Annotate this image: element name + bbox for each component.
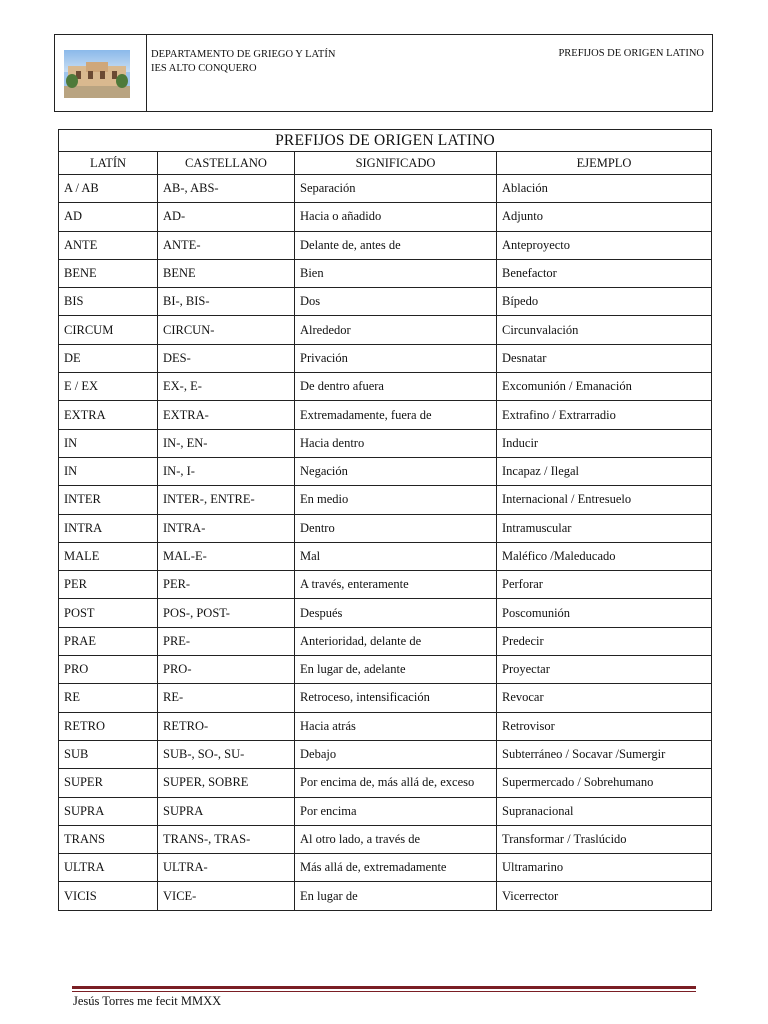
- cell-significado: Debajo: [295, 740, 497, 768]
- cell-castellano: CIRCUN-: [158, 316, 295, 344]
- table-row: [59, 712, 712, 740]
- table-row: [59, 684, 712, 712]
- column-header-castellano: CASTELLANO: [158, 152, 295, 175]
- cell-castellano: INTER-, ENTRE-: [158, 486, 295, 514]
- cell-latin: MALE: [59, 542, 158, 570]
- cell-castellano: IN-, EN-: [158, 429, 295, 457]
- table-row: [59, 599, 712, 627]
- department-info: [151, 48, 335, 76]
- department-name: DEPARTAMENTO DE GRIEGO Y LATÍN: [151, 49, 336, 60]
- table-row: [59, 542, 712, 570]
- cell-castellano: SUPRA: [158, 797, 295, 825]
- table-row: [59, 740, 712, 768]
- cell-castellano: BI-, BIS-: [158, 288, 295, 316]
- cell-significado: Retroceso, intensificación: [295, 684, 497, 712]
- cell-castellano: EX-, E-: [158, 373, 295, 401]
- table-row: [59, 656, 712, 684]
- table-row: [59, 288, 712, 316]
- cell-ejemplo: Subterráneo / Socavar /Sumergir: [497, 740, 712, 768]
- table-row: [59, 882, 712, 910]
- cell-latin: POST: [59, 599, 158, 627]
- cell-latin: TRANS: [59, 825, 158, 853]
- cell-significado: Negación: [295, 457, 497, 485]
- header-photo-cell: [55, 35, 147, 111]
- cell-latin: SUPER: [59, 769, 158, 797]
- cell-latin: A / AB: [59, 175, 158, 203]
- cell-ejemplo: Desnatar: [497, 344, 712, 372]
- cell-ejemplo: Proyectar: [497, 656, 712, 684]
- table-title: PREFIJOS DE ORIGEN LATINO: [59, 130, 712, 152]
- cell-castellano: TRANS-, TRAS-: [158, 825, 295, 853]
- cell-castellano: BENE: [158, 259, 295, 287]
- cell-ejemplo: Bípedo: [497, 288, 712, 316]
- cell-castellano: INTRA-: [158, 514, 295, 542]
- cell-significado: Bien: [295, 259, 497, 287]
- cell-ejemplo: Adjunto: [497, 203, 712, 231]
- cell-latin: SUB: [59, 740, 158, 768]
- cell-latin: EXTRA: [59, 401, 158, 429]
- cell-latin: SUPRA: [59, 797, 158, 825]
- table-row: [59, 344, 712, 372]
- cell-ejemplo: Ablación: [497, 175, 712, 203]
- table-row: [59, 797, 712, 825]
- cell-castellano: EXTRA-: [158, 401, 295, 429]
- table-row: [59, 514, 712, 542]
- cell-castellano: SUB-, SO-, SU-: [158, 740, 295, 768]
- cell-significado: Más allá de, extremadamente: [295, 854, 497, 882]
- cell-latin: ANTE: [59, 231, 158, 259]
- cell-significado: Por encima: [295, 797, 497, 825]
- cell-castellano: PRO-: [158, 656, 295, 684]
- cell-castellano: PER-: [158, 571, 295, 599]
- cell-ejemplo: Maléfico /Maleducado: [497, 542, 712, 570]
- cell-castellano: MAL-E-: [158, 542, 295, 570]
- cell-ejemplo: Supranacional: [497, 797, 712, 825]
- cell-castellano: SUPER, SOBRE: [158, 769, 295, 797]
- table-row: [59, 627, 712, 655]
- table-row: [59, 231, 712, 259]
- cell-ejemplo: Benefactor: [497, 259, 712, 287]
- cell-latin: DE: [59, 344, 158, 372]
- table-row: [59, 854, 712, 882]
- cell-ejemplo: Inducir: [497, 429, 712, 457]
- table-row: [59, 429, 712, 457]
- cell-castellano: RE-: [158, 684, 295, 712]
- cell-castellano: POS-, POST-: [158, 599, 295, 627]
- cell-latin: IN: [59, 457, 158, 485]
- cell-castellano: AB-, ABS-: [158, 175, 295, 203]
- cell-significado: En lugar de: [295, 882, 497, 910]
- cell-castellano: ULTRA-: [158, 854, 295, 882]
- cell-ejemplo: Ultramarino: [497, 854, 712, 882]
- table-body: [59, 175, 712, 911]
- cell-significado: En lugar de, adelante: [295, 656, 497, 684]
- column-header-ejemplo: EJEMPLO: [497, 152, 712, 175]
- table-row: [59, 316, 712, 344]
- cell-latin: INTRA: [59, 514, 158, 542]
- cell-latin: PRO: [59, 656, 158, 684]
- cell-latin: PER: [59, 571, 158, 599]
- cell-castellano: DES-: [158, 344, 295, 372]
- cell-castellano: IN-, I-: [158, 457, 295, 485]
- table-row: [59, 175, 712, 203]
- table-row: [59, 259, 712, 287]
- cell-ejemplo: Retrovisor: [497, 712, 712, 740]
- cell-significado: Por encima de, más allá de, exceso: [295, 769, 497, 797]
- cell-significado: Anterioridad, delante de: [295, 627, 497, 655]
- cell-ejemplo: Predecir: [497, 627, 712, 655]
- cell-ejemplo: Internacional / Entresuelo: [497, 486, 712, 514]
- footer-signature: Jesús Torres me fecit MMXX: [73, 994, 222, 1008]
- cell-ejemplo: Anteproyecto: [497, 231, 712, 259]
- cell-ejemplo: Supermercado / Sobrehumano: [497, 769, 712, 797]
- prefix-table-container: [58, 129, 711, 911]
- table-row: [59, 373, 712, 401]
- cell-significado: Extremadamente, fuera de: [295, 401, 497, 429]
- table-row: [59, 769, 712, 797]
- column-header-significado: SIGNIFICADO: [295, 152, 497, 175]
- cell-significado: Hacia dentro: [295, 429, 497, 457]
- cell-latin: VICIS: [59, 882, 158, 910]
- table-header-row: [59, 152, 712, 175]
- table-row: [59, 486, 712, 514]
- cell-significado: Después: [295, 599, 497, 627]
- cell-significado: A través, enteramente: [295, 571, 497, 599]
- header-doc-title: PREFIJOS DE ORIGEN LATINO: [558, 48, 704, 59]
- cell-significado: Separación: [295, 175, 497, 203]
- cell-castellano: ANTE-: [158, 231, 295, 259]
- table-row: [59, 401, 712, 429]
- footer-rule: [72, 986, 696, 989]
- cell-ejemplo: Revocar: [497, 684, 712, 712]
- cell-latin: AD: [59, 203, 158, 231]
- cell-ejemplo: Intramuscular: [497, 514, 712, 542]
- school-name: IES ALTO CONQUERO: [151, 63, 257, 74]
- prefix-table: [58, 129, 712, 911]
- column-header-latin: LATÍN: [59, 152, 158, 175]
- cell-latin: RETRO: [59, 712, 158, 740]
- cell-significado: Mal: [295, 542, 497, 570]
- cell-ejemplo: Perforar: [497, 571, 712, 599]
- cell-ejemplo: Circunvalación: [497, 316, 712, 344]
- cell-significado: Delante de, antes de: [295, 231, 497, 259]
- cell-latin: INTER: [59, 486, 158, 514]
- table-title-row: [59, 130, 712, 152]
- cell-latin: BIS: [59, 288, 158, 316]
- cell-latin: RE: [59, 684, 158, 712]
- cell-significado: Hacia o añadido: [295, 203, 497, 231]
- cell-ejemplo: Vicerrector: [497, 882, 712, 910]
- cell-castellano: RETRO-: [158, 712, 295, 740]
- school-building-photo: [64, 50, 130, 98]
- cell-significado: Dentro: [295, 514, 497, 542]
- cell-castellano: PRE-: [158, 627, 295, 655]
- cell-latin: CIRCUM: [59, 316, 158, 344]
- cell-ejemplo: Extrafino / Extrarradio: [497, 401, 712, 429]
- cell-significado: Alrededor: [295, 316, 497, 344]
- cell-latin: IN: [59, 429, 158, 457]
- cell-significado: En medio: [295, 486, 497, 514]
- cell-significado: Privación: [295, 344, 497, 372]
- cell-significado: Al otro lado, a través de: [295, 825, 497, 853]
- cell-latin: ULTRA: [59, 854, 158, 882]
- cell-latin: PRAE: [59, 627, 158, 655]
- cell-significado: Dos: [295, 288, 497, 316]
- cell-significado: Hacia atrás: [295, 712, 497, 740]
- cell-castellano: AD-: [158, 203, 295, 231]
- cell-ejemplo: Poscomunión: [497, 599, 712, 627]
- table-row: [59, 457, 712, 485]
- cell-ejemplo: Excomunión / Emanación: [497, 373, 712, 401]
- table-row: [59, 571, 712, 599]
- cell-castellano: VICE-: [158, 882, 295, 910]
- footer-rule-thin: [72, 991, 696, 992]
- cell-ejemplo: Transformar / Traslúcido: [497, 825, 712, 853]
- cell-latin: E / EX: [59, 373, 158, 401]
- cell-latin: BENE: [59, 259, 158, 287]
- table-row: [59, 203, 712, 231]
- cell-significado: De dentro afuera: [295, 373, 497, 401]
- page-header: [54, 34, 713, 112]
- table-row: [59, 825, 712, 853]
- cell-ejemplo: Incapaz / Ilegal: [497, 457, 712, 485]
